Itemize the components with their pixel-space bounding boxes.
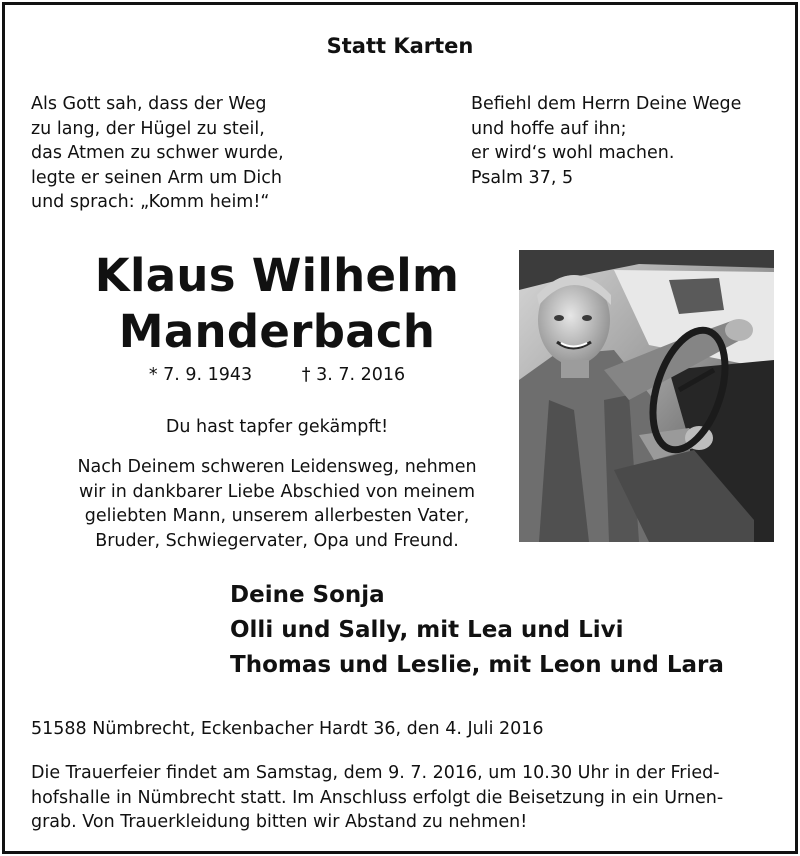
psalm-quote: [471, 92, 741, 190]
message-line: wir in dankbarer Liebe Abschied von meinem: [79, 481, 475, 502]
message-line: Nach Deinem schweren Leidensweg, nehmen: [77, 457, 477, 477]
message-line: Bruder, Schwiegervater, Opa und Freund.: [95, 530, 459, 551]
family-line: Olli und Sally, mit Lea und Livi: [230, 617, 624, 643]
poem-line: legte er seinen Arm um Dich: [31, 167, 282, 188]
life-dates: [27, 365, 527, 385]
family-signatures: [230, 578, 724, 683]
family-line: Deine Sonja: [230, 582, 385, 608]
address-line: 51588 Nümbrecht, Eckenbacher Hardt 36, den 4. Juli 2016: [31, 719, 544, 739]
motto: Du hast tapfer gekämpft!: [165, 417, 389, 437]
funeral-service-info: [31, 761, 723, 835]
service-line: Die Trauerfeier findet am Samstag, dem 9. 7. 2016, um 10.30 Uhr in der Fried-: [31, 763, 720, 783]
poem-left: [31, 92, 284, 215]
service-line: hofshalle in Nümbrecht statt. Im Anschluss erfolgt die Beisetzung in ein Urnen-: [31, 787, 724, 808]
service-line: grab. Von Trauerkleidung bitten wir Abstand zu nehmen!: [31, 812, 528, 832]
obituary-notice: [2, 2, 798, 854]
psalm-line: und hoffe auf ihn;: [471, 118, 627, 139]
death-date: † 3. 7. 2016: [301, 365, 406, 385]
portrait-photo: [519, 250, 774, 542]
psalm-reference: Psalm 37, 5: [471, 167, 574, 188]
birth-date: * 7. 9. 1943: [148, 365, 253, 385]
deceased-name: [27, 248, 527, 360]
family-line: Thomas und Leslie, mit Leon und Lara: [230, 652, 724, 678]
message-line: geliebten Mann, unserem allerbesten Vater,: [84, 506, 470, 526]
psalm-line: er wird‘s wohl machen.: [471, 143, 675, 163]
name-line: Manderbach: [118, 305, 436, 358]
psalm-line: Befiehl dem Herrn Deine Wege: [471, 94, 742, 114]
notice-heading: Statt Karten: [326, 34, 474, 58]
name-line: Klaus Wilhelm: [94, 249, 460, 302]
portrait-image: [519, 250, 774, 542]
poem-line: zu lang, der Hügel zu steil,: [31, 118, 265, 139]
poem-line: das Atmen zu schwer wurde,: [31, 143, 284, 163]
farewell-message: [27, 455, 527, 553]
poem-line: Als Gott sah, dass der Weg: [31, 94, 267, 114]
poem-line: und sprach: „Komm heim!“: [31, 192, 270, 212]
